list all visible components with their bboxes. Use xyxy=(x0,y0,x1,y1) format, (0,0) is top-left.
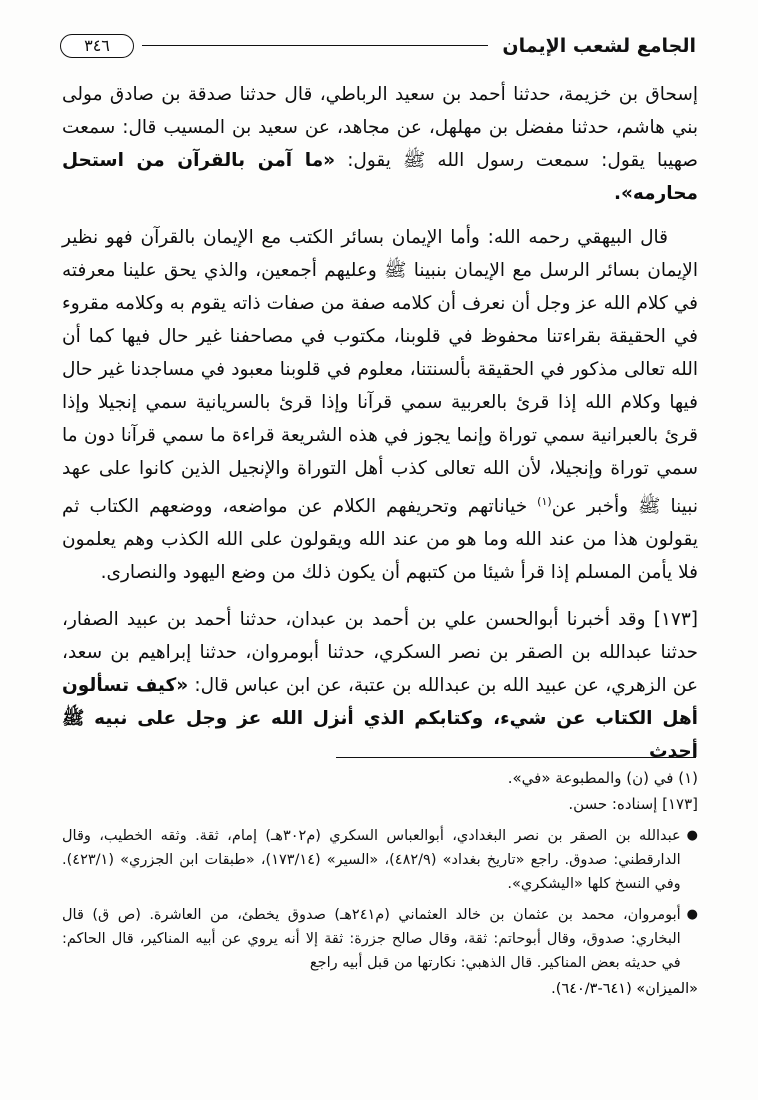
footnote-tail: «الميزان» (٦٤١-٦٤٠/٣). xyxy=(551,981,698,997)
paragraph-3 xyxy=(62,603,698,768)
footnote-bullet-text: عبدالله بن الصقر بن نصر البغدادي، أبوالعباس السكري (م٣٠٢هـ) إمام، ثقة. وثقه الخطيب، وقال الدارقطني: صدوق. راجع «تاريخ بغداد» (٤٨٢/٩)، «السير» (١٧٣/١٤)، «طبقات ابن الجزري» (٤٢٣/١). وفي النسخ كلها «اليشكري». xyxy=(62,828,681,892)
footnote-line-1: (١) في (ن) والمطبوعة «في». xyxy=(507,769,698,787)
footnote-section xyxy=(62,766,698,1016)
page-number: ٣٤٦ xyxy=(60,34,134,59)
footnote-bullet-text: أبومروان، محمد بن عثمان بن خالد العثماني (م٢٤١هـ) صدوق يخطئ، من العاشرة. (ص ق) قال البخاري: صدوق، وقال أبوحاتم: ثقة، وقال صالح جزرة: ثقة إلا أنه يروي عن أبيه المناكير، قال الحاكم: في حديثه بعض المناكير. قال الذهبي: نكارتها من قبل أبيه راجع xyxy=(62,907,681,971)
header-divider xyxy=(142,45,488,46)
bullet-icon: ● xyxy=(686,907,698,922)
footnote-separator xyxy=(336,757,696,758)
page-body xyxy=(62,78,698,769)
footnote-ref-1: (١) xyxy=(537,495,552,508)
paragraph-2-cont: خياناتهم وتحريفهم الكلام عن مواضعه، ووضعهم الكتاب ثم يقولون هذا من عند الله وما هو من عند الله ويقولون على الله الكذب وهم يعلمون فلا يأمن المسلم إذا قرأ شيئا من كتبهم أن يكون ذلك من وضع اليهود والنصارى. xyxy=(62,496,698,584)
paragraph-1-text: إسحاق بن خزيمة، حدثنا أحمد بن سعيد الرباطي، قال حدثنا صدقة بن صادق مولى بني هاشم، حدثنا مفضل بن مهلهل، عن مجاهد، عن سعيد بن المسيب قال: سمعت صهيبا يقول: سمعت رسول الله ﷺ يقول: xyxy=(62,84,698,171)
hadith-quote-1: «ما آمن بالقرآن من استحل محارمه». xyxy=(62,150,698,204)
paragraph-2-text: قال البيهقي رحمه الله: وأما الإيمان بسائر الكتب مع الإيمان بالقرآن فهو نظير الإيمان بسائر الرسل مع الإيمان بنبينا ﷺ وعليهم أجمعين، والذي يحق علينا معرفته في كلام الله عز وجل أن نعرف أن كلامه صفة من صفات ذاته يقوم به وكلامه مقروء في الحقيقة بقراءتنا محفوظ في قلوبنا، مكتوب في مصاحفنا غير حال فيها كما أن الله تعالى مذكور في الحقيقة بألسنتنا، معلوم في قلوبنا معبود في مساجدنا غير حال فيها وكلام الله إذا قرئ بالعربية سمي قرآنا وإذا قرئ بالسريانية سمي إنجيلا وإذا قرئ بالعبرانية سمي توراة وإنما يجوز في هذه الشريعة قراءة ما سمي قرآنا دون ما سمي توراة وإنجيلا، لأن الله تعالى كذب أهل التوراة والإنجيل الذين كانوا على عهد نبينا ﷺ وأخبر عن xyxy=(62,227,698,518)
paragraph-2 xyxy=(62,221,698,589)
page-header xyxy=(60,26,696,66)
bullet-icon: ● xyxy=(686,828,698,843)
paragraph-1 xyxy=(62,78,698,210)
hadith-quote-2: «كيف تسألون أهل الكتاب عن شيء، وكتابكم الذي أنزل الله عز وجل على نبيه ﷺ أحدث xyxy=(62,675,698,763)
footnote-bullet-item xyxy=(62,903,698,975)
footnote-line-2: [١٧٣] إسناده: حسن. xyxy=(568,795,698,813)
footnote-bullet-item xyxy=(62,824,698,896)
book-title: الجامع لشعب الإيمان xyxy=(502,35,696,57)
paragraph-3-text: [١٧٣] وقد أخبرنا أبوالحسن علي بن أحمد بن عبدان، حدثنا أحمد بن عبيد الصفار، حدثنا عبدالله بن الصقر بن نصر السكري، حدثنا أبومروان، حدثنا إبراهيم بن سعد، عن الزهري، عن عبيد الله بن عبدالله بن عتبة، عن ابن عباس قال: xyxy=(62,609,698,697)
